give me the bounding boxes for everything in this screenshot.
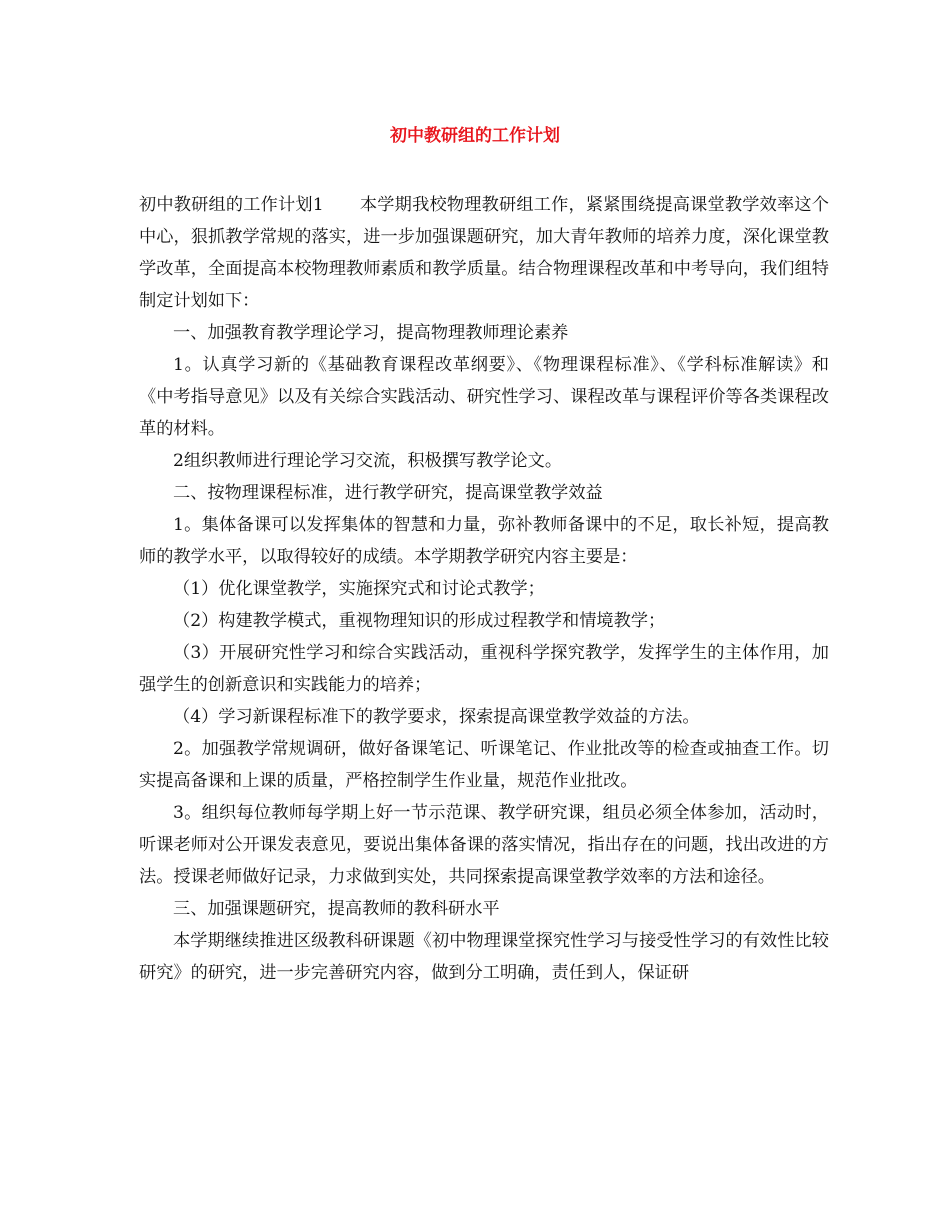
section-heading-3: 三、加强课题研究，提高教师的教科研水平 xyxy=(173,899,500,919)
paragraph: 3。组织每位教师每学期上好一节示范课、教学研究课，组员必须全体参加，活动时，听课老师对公开课发表意见，要说出集体备课的落实情况，指出存在的问题，找出改进的方法。授课老师做好记录，力求做到实处，共同探索提高课堂教学效率的方法和途径。 xyxy=(139,803,829,887)
section-heading-1: 一、加强教育教学理论学习，提高物理教师理论素养 xyxy=(173,323,569,343)
paragraph: 2。加强教学常规调研，做好备课笔记、听课笔记、作业批改等的检查或抽查工作。切实提高备课和上课的质量，严格控制学生作业量，规范作业批改。 xyxy=(139,739,829,791)
document-title: 初中教研组的工作计划 xyxy=(390,126,560,146)
document-body xyxy=(139,189,829,989)
intro-lead: 初中教研组的工作计划1 xyxy=(139,195,324,215)
list-item: （1）优化课堂教学，实施探究式和讨论式教学； xyxy=(173,579,545,599)
list-item: （2）构建教学模式，重视物理知识的形成过程教学和情境教学； xyxy=(173,611,666,631)
paragraph: 1。认真学习新的《基础教育课程改革纲要》、《物理课程标准》、《学科标准解读》和《中考指导意见》以及有关综合实践活动、研究性学习、课程改革与课程评价等各类课程改革的材料。 xyxy=(139,355,829,439)
paragraph: 1。集体备课可以发挥集体的智慧和力量，弥补教师备课中的不足，取长补短，提高教师的教学水平，以取得较好的成绩。本学期教学研究内容主要是： xyxy=(139,515,829,567)
intro-paragraph xyxy=(139,189,829,317)
list-item: （4）学习新课程标准下的教学要求，探索提高课堂教学效益的方法。 xyxy=(173,707,700,727)
section-heading-2: 二、按物理课程标准，进行教学研究，提高课堂教学效益 xyxy=(173,483,603,503)
paragraph: 本学期继续推进区级教科研课题《初中物理课堂探究性学习与接受性学习的有效性比较研究》的研究，进一步完善研究内容，做到分工明确，责任到人，保证研 xyxy=(139,931,829,983)
list-item: （3）开展研究性学习和综合实践活动，重视科学探究教学，发挥学生的主体作用，加强学生的创新意识和实践能力的培养； xyxy=(139,643,829,695)
paragraph: 2组织教师进行理论学习交流，积极撰写教学论文。 xyxy=(173,451,563,471)
intro-text: 本学期我校物理教研组工作，紧紧围绕提高课堂教学效率这个中心，狠抓教学常规的落实，进一步加强课题研究，加大青年教师的培养力度，深化课堂教学改革，全面提高本校物理教师素质和教学质量。结合物理课程改革和中考导向，我们组特制定计划如下： xyxy=(139,195,829,311)
